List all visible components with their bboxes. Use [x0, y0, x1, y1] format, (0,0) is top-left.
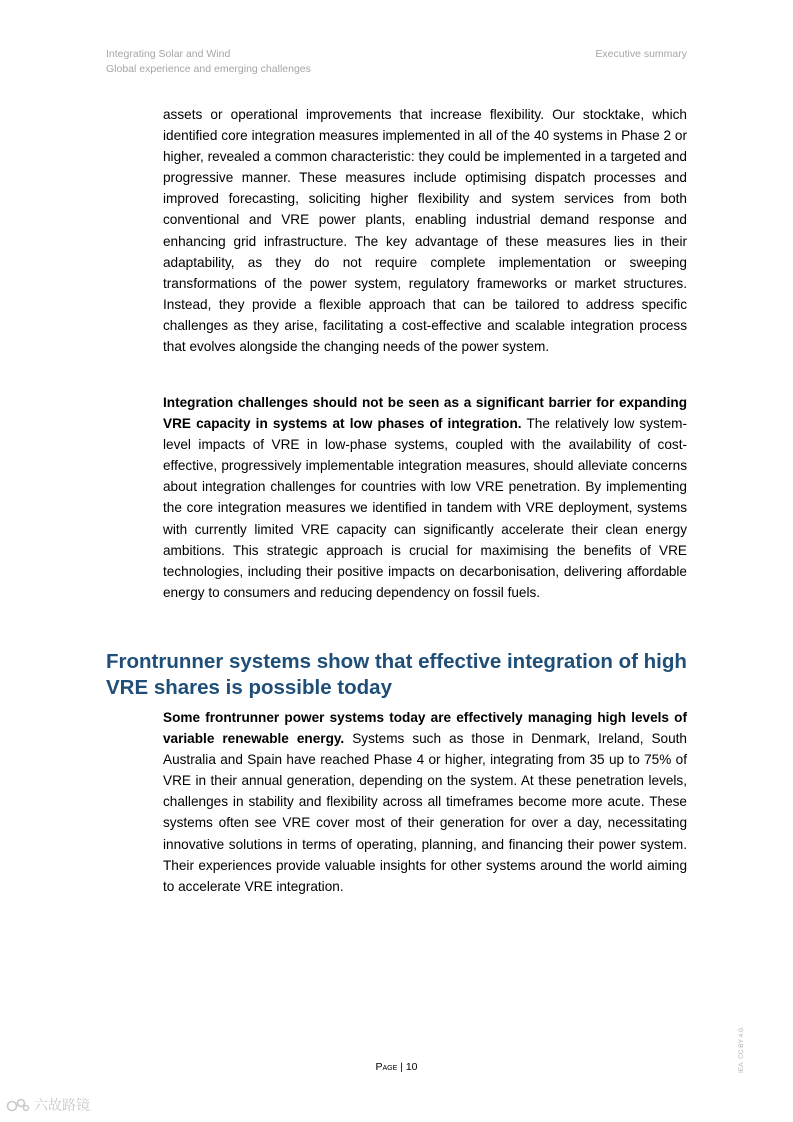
paragraph-lead: Some frontrunner power systems today are effectively managing high levels of variable renewable energy. [163, 710, 687, 747]
section-heading: Frontrunner systems show that effective integration of high VRE shares is possible today [106, 650, 687, 699]
document-title: Integrating Solar and Wind [106, 48, 231, 60]
body-paragraph [163, 707, 687, 897]
paragraph-text: Systems such as those in Denmark, Ireland, South Australia and Spain have reached Phase 4 or higher, integrating from 35 up to 75% of VRE in their annual generation, depending on the system. At these penetration levels, challenges in stability and flexibility across all timeframes become more acute. These systems often see VRE cover most of their generation for over a day, necessitating innovative solutions in terms of operating, planning, and financing their power system. Their experiences provide valuable insights for other systems around the world aiming to accelerate VRE integration. [163, 731, 687, 894]
body-paragraph [163, 104, 687, 357]
body-paragraph [163, 392, 687, 603]
watermark [6, 1095, 90, 1115]
paragraph-text: assets or operational improvements that increase flexibility. Our stocktake, which identified core integration measures implemented in all of the 40 systems in Phase 2 or higher, revealed a common characteristic: they could be implemented in a targeted and progressive manner. These measures include optimising dispatch processes and improved forecasting, soliciting higher flexibility and system services from both conventional and VRE power plants, enabling industrial demand response and enhancing grid infrastructure. The key advantage of these measures lies in their adaptability, as they do not require complete implementation or sweeping transformations of the power system, regulatory frameworks or market structures. Instead, they provide a flexible approach that can be tailored to address specific challenges as they arise, facilitating a cost-effective and scalable integration process that evolves alongside the changing needs of the power system. [163, 107, 687, 355]
page-separator: | [400, 1061, 403, 1073]
running-header [106, 47, 311, 76]
page-number-value: 10 [405, 1061, 418, 1073]
paragraph-lead: Integration challenges should not be seen as a significant barrier for expanding VRE capacity in systems at low phases of integration. [163, 395, 687, 432]
watermark-text: 六故路镜 [34, 1097, 90, 1113]
page-label: Page [375, 1061, 398, 1073]
license-note: IEA. CC BY 4.0. [738, 1026, 745, 1074]
page-number [0, 1061, 793, 1073]
document-subtitle: Global experience and emerging challenges [106, 62, 311, 75]
section-label: Executive summary [595, 48, 687, 60]
watermark-logo-icon [6, 1097, 30, 1113]
paragraph-text: The relatively low system-level impacts of VRE in low-phase systems, coupled with the availability of cost-effective, progressively implementable integration measures, should alleviate concerns about integration challenges for countries with low VRE penetration. By implementing the core integration measures we identified in tandem with VRE deployment, systems with currently limited VRE capacity can significantly accelerate their clean energy ambitions. This strategic approach is crucial for maximising the benefits of VRE technologies, including their positive impacts on decarbonisation, delivering affordable energy to consumers and reducing dependency on fossil fuels. [163, 416, 687, 600]
